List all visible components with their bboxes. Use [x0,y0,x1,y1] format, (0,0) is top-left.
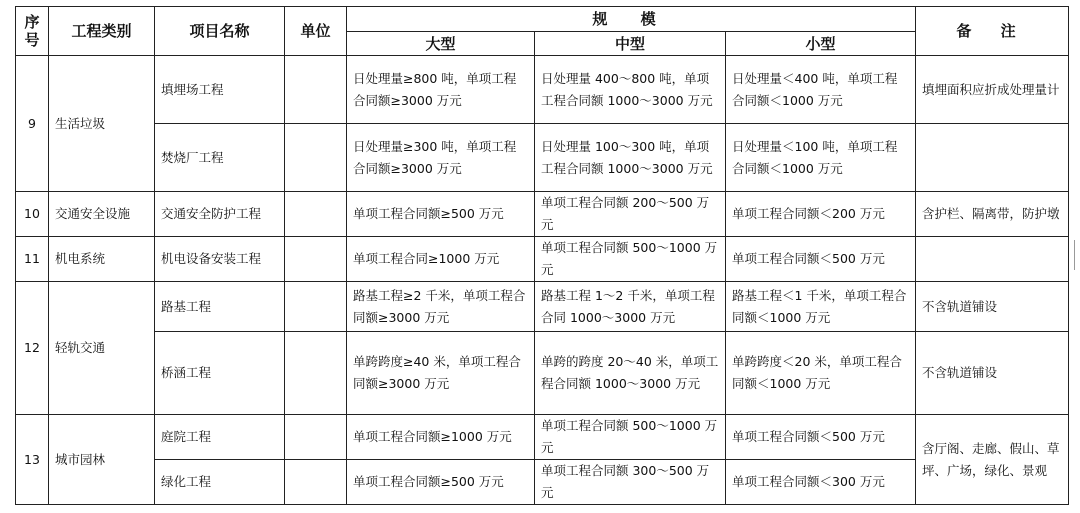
scale-large: 单项工程合同额≥500 万元 [347,192,535,237]
scale-small: 单项工程合同额＜500 万元 [726,415,916,460]
scale-medium: 单项工程合同额 300～500 万元 [535,460,726,505]
remark-cell: 不含轨道铺设 [916,332,1069,415]
unit-cell [285,124,347,192]
scale-small: 单跨跨度＜20 米，单项工程合同额＜1000 万元 [726,332,916,415]
project-name: 桥涵工程 [155,332,285,415]
project-name: 路基工程 [155,282,285,332]
scale-medium: 路基工程 1～2 千米，单项工程合同 1000～3000 万元 [535,282,726,332]
remark-cell: 含护栏、隔离带，防护墩 [916,192,1069,237]
scale-large: 单项工程合同额≥1000 万元 [347,415,535,460]
remark-cell [916,124,1069,192]
project-name: 绿化工程 [155,460,285,505]
scale-large: 日处理量≥300 吨，单项工程合同额≥3000 万元 [347,124,535,192]
unit-cell [285,332,347,415]
scale-small: 单项工程合同额＜200 万元 [726,192,916,237]
row-number: 10 [16,192,49,237]
row-category: 轻轨交通 [49,282,155,415]
scale-small: 单项工程合同额＜500 万元 [726,237,916,282]
scale-medium: 单跨的跨度 20～40 米，单项工程合同额 1000～3000 万元 [535,332,726,415]
remark-cell [916,237,1069,282]
scale-large: 日处理量≥800 吨，单项工程合同额≥3000 万元 [347,56,535,124]
header-unit: 单位 [285,7,347,56]
row-number: 11 [16,237,49,282]
header-small: 小型 [726,32,916,56]
project-name: 焚烧厂工程 [155,124,285,192]
row-category: 交通安全设施 [49,192,155,237]
scale-medium: 单项工程合同额 500～1000 万元 [535,237,726,282]
project-name: 庭院工程 [155,415,285,460]
scale-medium: 日处理量 100～300 吨，单项工程合同额 1000～3000 万元 [535,124,726,192]
unit-cell [285,56,347,124]
project-name: 交通安全防护工程 [155,192,285,237]
project-name: 机电设备安装工程 [155,237,285,282]
scale-small: 路基工程＜1 千米，单项工程合同额＜1000 万元 [726,282,916,332]
header-medium: 中型 [535,32,726,56]
unit-cell [285,237,347,282]
remark-cell: 含厅阁、走廊、假山、草坪、广场，绿化、景观 [916,415,1069,505]
engineering-scale-table [15,6,1069,505]
unit-cell [285,415,347,460]
remark-cell: 不含轨道铺设 [916,282,1069,332]
scale-medium: 单项工程合同额 500～1000 万元 [535,415,726,460]
header-scale: 规 模 [347,7,916,32]
row-number: 13 [16,415,49,505]
unit-cell [285,460,347,505]
project-name: 填埋场工程 [155,56,285,124]
scale-large: 单项工程合同≥1000 万元 [347,237,535,282]
scale-medium: 单项工程合同额 200～500 万元 [535,192,726,237]
scale-large: 单跨跨度≥40 米，单项工程合同额≥3000 万元 [347,332,535,415]
scale-small: 单项工程合同额＜300 万元 [726,460,916,505]
page-edge-marker [1074,240,1075,270]
scale-small: 日处理量＜100 吨，单项工程合同额＜1000 万元 [726,124,916,192]
scale-small: 日处理量＜400 吨，单项工程合同额＜1000 万元 [726,56,916,124]
header-project: 项目名称 [155,7,285,56]
scale-medium: 日处理量 400～800 吨，单项工程合同额 1000～3000 万元 [535,56,726,124]
row-category: 生活垃圾 [49,56,155,192]
row-category: 机电系统 [49,237,155,282]
row-number: 12 [16,282,49,415]
header-category: 工程类别 [49,7,155,56]
unit-cell [285,192,347,237]
unit-cell [285,282,347,332]
row-category: 城市园林 [49,415,155,505]
scale-large: 单项工程合同额≥500 万元 [347,460,535,505]
scale-large: 路基工程≥2 千米，单项工程合同额≥3000 万元 [347,282,535,332]
header-seq: 序号 [16,7,49,56]
remark-cell: 填埋面积应折成处理量计 [916,56,1069,124]
row-number: 9 [16,56,49,192]
header-large: 大型 [347,32,535,56]
header-remarks: 备 注 [916,7,1069,56]
